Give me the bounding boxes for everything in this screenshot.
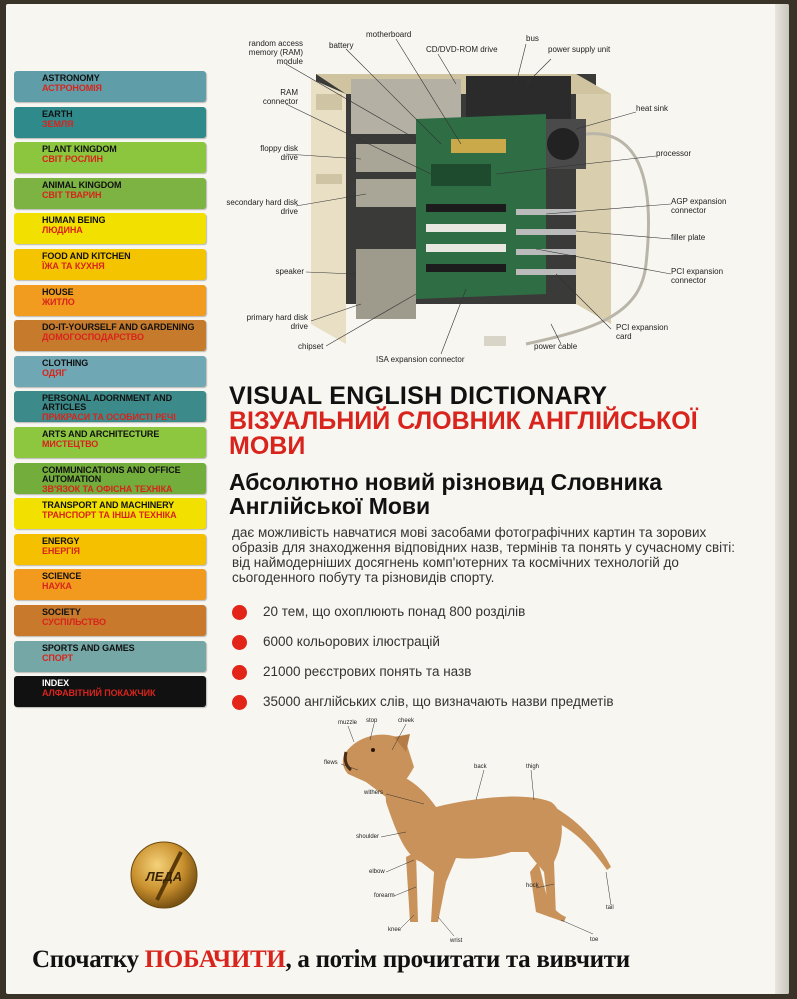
category-tab-arts-and-architecture	[14, 427, 206, 458]
category-label-en: HOUSE	[42, 286, 74, 297]
feature-item: 6000 кольорових ілюстрацій	[232, 634, 614, 664]
category-tab-personal-adornment-and-articles	[14, 391, 206, 422]
description: дає можливість навчатися мові засобами фотографічних картин та зорових образів для знаходження відповідних назв, термінів та понять у сучасному світі: від наймодерніших досягнень комп'ютерних та космічних технологій до сьогоденного побуту та різновидів спорту.	[232, 525, 736, 585]
category-tab-do-it-yourself-and-gardening	[14, 320, 206, 351]
dog-label-elbow: elbow	[369, 869, 385, 875]
label-processor: processor	[656, 149, 692, 158]
tagline: Спочатку ПОБАЧИТИ, а потім прочитати та вивчити	[32, 946, 630, 973]
category-label-en: SOCIETY	[42, 606, 81, 617]
category-label-ua: ТРАНСПОРТ ТА ІНША ТЕХНІКА	[42, 510, 177, 521]
category-label-en: ASTRONOMY	[42, 73, 100, 83]
category-tab-communications-and-office-automation	[14, 463, 206, 494]
dog-label-shoulder: shoulder	[356, 834, 380, 840]
dog-label-forearm: forearm	[374, 893, 395, 899]
feature-list	[232, 604, 614, 724]
category-tab-clothing	[14, 356, 206, 387]
dog-label-flews: flews	[324, 760, 338, 766]
label-isa: ISA expansion connector	[376, 355, 465, 364]
category-tab-food-and-kitchen	[14, 249, 206, 280]
category-label-ua: ЛЮДИНА	[42, 225, 83, 236]
category-label-en: EARTH	[42, 108, 73, 119]
dog-label-wrist: wrist	[450, 938, 463, 944]
category-label-ua: ЇЖА ТА КУХНЯ	[42, 260, 105, 271]
category-label-en: SCIENCE	[42, 571, 82, 582]
category-tab-science	[14, 569, 206, 600]
category-label-en: PERSONAL ADORNMENT AND ARTICLES	[42, 393, 172, 413]
category-tab-animal-kingdom	[14, 178, 206, 209]
label-pci-card: PCI expansion card	[616, 323, 669, 341]
category-label-ua: МИСТЕЦТВО	[42, 438, 99, 449]
computer-diagram	[216, 24, 736, 364]
dog-label-toe: toe	[590, 937, 599, 943]
book-back-cover	[6, 4, 789, 994]
category-label-en: COMMUNICATIONS AND OFFICE AUTOMATION	[42, 464, 181, 484]
category-label-ua: ДОМОГОСПОДАРСТВО	[42, 332, 144, 343]
bullet-dot-icon	[232, 665, 247, 680]
category-label-ua: ЗЕМЛЯ	[42, 118, 74, 129]
logo-text: ЛЕДА	[145, 869, 183, 884]
category-label-ua: ОДЯГ	[42, 367, 67, 378]
label-chipset: chipset	[298, 342, 324, 351]
category-label-en: DO-IT-YOURSELF AND GARDENING	[42, 322, 195, 333]
dog-label-thigh: thigh	[526, 764, 540, 770]
category-label-en: INDEX	[42, 678, 70, 689]
label-ram-module: random access memory (RAM) module	[248, 39, 303, 66]
bullet-dot-icon	[232, 635, 247, 650]
category-label-en: PLANT KINGDOM	[42, 144, 117, 155]
label-primary-hdd: primary hard disk drive	[246, 313, 308, 331]
label-heat-sink: heat sink	[636, 104, 669, 113]
dog-label-muzzle: muzzle	[338, 720, 358, 726]
category-label-en: CLOTHING	[42, 357, 89, 368]
category-tab-transport-and-machinery	[14, 498, 206, 529]
feature-item: 21000 реєстрових понять та назв	[232, 664, 614, 694]
category-label-en: HUMAN BEING	[42, 215, 106, 226]
category-label-en: ARTS AND ARCHITECTURE	[42, 428, 160, 439]
label-ram-connector: RAM connector	[262, 88, 298, 106]
label-motherboard: motherboard	[366, 30, 412, 39]
category-tab-society	[14, 605, 206, 636]
category-label-ua: СПОРТ	[42, 652, 73, 663]
label-secondary-hdd: secondary hard disk drive	[226, 198, 298, 216]
label-filler-plate: filler plate	[671, 233, 706, 242]
bullet-dot-icon	[232, 695, 247, 710]
category-label-ua: ПРИКРАСИ ТА ОСОБИСТІ РЕЧІ	[42, 412, 176, 423]
category-label-en: TRANSPORT AND MACHINERY	[42, 500, 175, 511]
dog-label-hock: hock	[526, 883, 539, 889]
title-ukrainian: ВІЗУАЛЬНИЙ СЛОВНИК АНГЛІЙСЬКОЇ МОВИ	[229, 407, 698, 460]
feature-item: 35000 англійських слів, що визначають назви предметів	[232, 694, 614, 724]
category-tab-house	[14, 285, 206, 316]
dog-label-knee: knee	[388, 927, 402, 933]
dog-diagram	[306, 712, 636, 952]
category-label-en: FOOD AND KITCHEN	[42, 250, 131, 261]
category-label-ua: ЗВ'ЯЗОК ТА ОФІСНА ТЕХНІКА	[42, 483, 173, 494]
cover-edge	[775, 4, 789, 994]
category-tab-astronomy	[14, 71, 206, 102]
category-tab-energy	[14, 534, 206, 565]
category-tab-sports-and-games	[14, 641, 206, 672]
category-label-ua: СУСПІЛЬСТВО	[42, 616, 106, 627]
category-label-ua: ЕНЕРГІЯ	[42, 545, 80, 556]
publisher-logo	[129, 840, 199, 910]
category-label-ua: ЖИТЛО	[42, 296, 75, 307]
label-power-supply: power supply unit	[548, 45, 611, 54]
dog-label-withers: withers	[364, 790, 384, 796]
dog-label-tail: tail	[606, 905, 614, 911]
title-english: VISUAL ENGLISH DICTIONARY	[229, 382, 608, 410]
label-floppy: floppy disk drive	[260, 144, 298, 162]
category-sidebar	[14, 71, 206, 712]
label-pci-connector: PCI expansion connector	[671, 267, 724, 285]
label-cd-dvd: CD/DVD-ROM drive	[426, 45, 498, 54]
category-label-en: SPORTS AND GAMES	[42, 642, 135, 653]
category-label-ua: АЛФАВІТНИЙ ПОКАЖЧИК	[42, 688, 156, 699]
dog-label-cheek: cheek	[398, 718, 415, 724]
category-label-en: ANIMAL KINGDOM	[42, 179, 122, 190]
label-power-cable: power cable	[534, 342, 578, 351]
feature-item: 20 тем, що охоплюють понад 800 розділів	[232, 604, 614, 634]
category-tab-earth	[14, 107, 206, 138]
category-tab-plant-kingdom	[14, 142, 206, 173]
category-label-ua: НАУКА	[42, 581, 72, 592]
label-agp: AGP expansion connector	[671, 197, 727, 215]
dog-label-back: back	[474, 764, 487, 770]
dog-illustration	[306, 712, 636, 952]
label-battery: battery	[329, 41, 354, 50]
bullet-dot-icon	[232, 605, 247, 620]
category-label-ua: АСТРОНОМІЯ	[42, 83, 102, 93]
category-label-ua: СВІТ ТВАРИН	[42, 189, 102, 200]
dog-label-stop: stop	[366, 718, 378, 724]
category-tab-human-being	[14, 213, 206, 244]
category-label-ua: СВІТ РОСЛИН	[42, 154, 103, 165]
subtitle: Абсолютно новий різновид Словника Англійської Мови	[229, 469, 663, 519]
label-speaker: speaker	[275, 267, 304, 276]
category-label-en: ENERGY	[42, 535, 80, 546]
category-tab-index	[14, 676, 206, 707]
label-bus: bus	[526, 34, 539, 43]
